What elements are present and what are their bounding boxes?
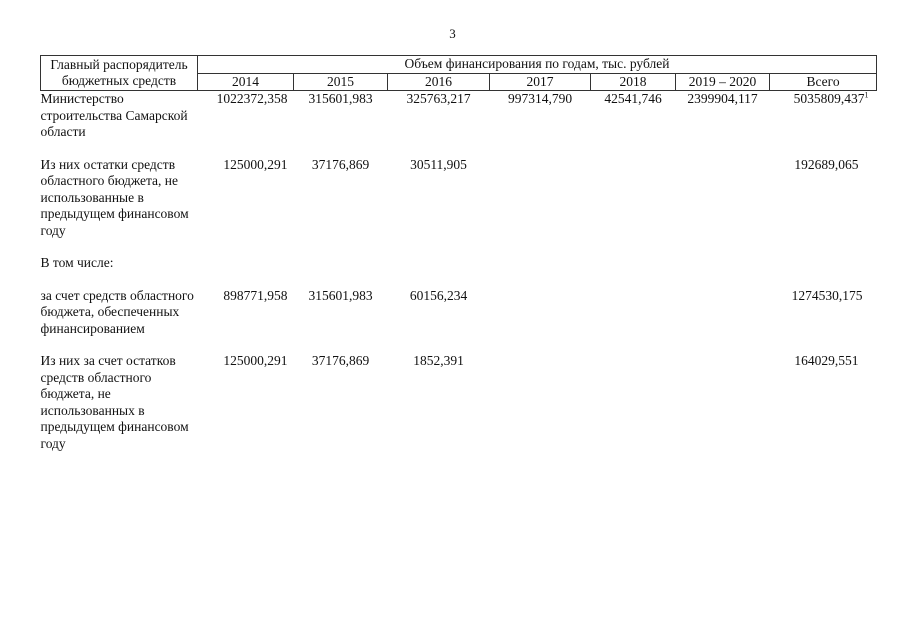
cell-value: [676, 157, 770, 240]
table-row: [41, 255, 877, 272]
row-label: В том числе:: [40, 255, 114, 270]
row-label: Из них остатки средств областного бюджета, не использованные в предыдущем финансовом году: [40, 156, 189, 238]
cell-value: [591, 157, 676, 240]
table-row: [41, 288, 877, 338]
cell-value: [676, 288, 770, 338]
header-year-2018: 2018: [591, 73, 676, 91]
row-label: за счет средств областного бюджета, обеспеченных финансированием: [40, 287, 194, 336]
header-total: Всего: [770, 73, 877, 91]
cell-value: 37176,869: [311, 353, 370, 368]
header-year-2017: 2017: [490, 73, 591, 91]
cell-value: 997314,790: [507, 91, 573, 106]
cell-value: [490, 157, 591, 240]
cell-value: 315601,983: [308, 91, 373, 106]
cell-value: [591, 353, 676, 452]
cell-value: [591, 288, 676, 338]
cell-value: 37176,869: [311, 156, 370, 172]
header-year-2014: 2014: [198, 73, 294, 91]
table-row: [41, 91, 877, 141]
header-financing-group: Объем финансирования по годам, тыс. рублей: [198, 56, 877, 74]
table-row: [41, 353, 877, 452]
cell-value: 42541,746: [604, 91, 662, 106]
total-value: 5035809,437: [793, 91, 865, 106]
page-number: 3: [449, 26, 456, 41]
row-label: Из них за счет остатков средств областного бюджета, не использованных в предыдущем финансовом году: [40, 353, 189, 451]
cell-value: 2399904,117: [687, 91, 758, 106]
cell-value: 125000,291: [223, 353, 288, 368]
cell-value: 315601,983: [308, 287, 373, 303]
header-year-2015: 2015: [294, 73, 388, 91]
cell-value: 125000,291: [223, 156, 288, 172]
header-budget-holder: Главный распорядитель бюджетных средств: [41, 56, 198, 91]
cell-value: 325763,217: [406, 91, 471, 106]
header-year-2019-2020: 2019 – 2020: [676, 73, 770, 91]
footnote-mark: 1: [864, 90, 869, 100]
cell-total: [770, 91, 877, 141]
cell-total: 192689,065: [794, 156, 859, 172]
cell-total: 1274530,175: [791, 287, 863, 303]
cell-value: 1022372,358: [216, 91, 288, 106]
cell-value: [490, 288, 591, 338]
cell-total: 164029,551: [794, 353, 859, 368]
cell-value: 60156,234: [409, 287, 468, 303]
cell-value: [490, 353, 591, 452]
financing-table: [40, 55, 877, 452]
cell-value: [676, 353, 770, 452]
row-label: Министерство строительства Самарской области: [40, 91, 188, 139]
table-row: [41, 157, 877, 240]
cell-value: 898771,958: [223, 287, 288, 303]
cell-value: 30511,905: [410, 156, 467, 172]
cell-value: 1852,391: [413, 353, 464, 368]
header-year-2016: 2016: [388, 73, 490, 91]
